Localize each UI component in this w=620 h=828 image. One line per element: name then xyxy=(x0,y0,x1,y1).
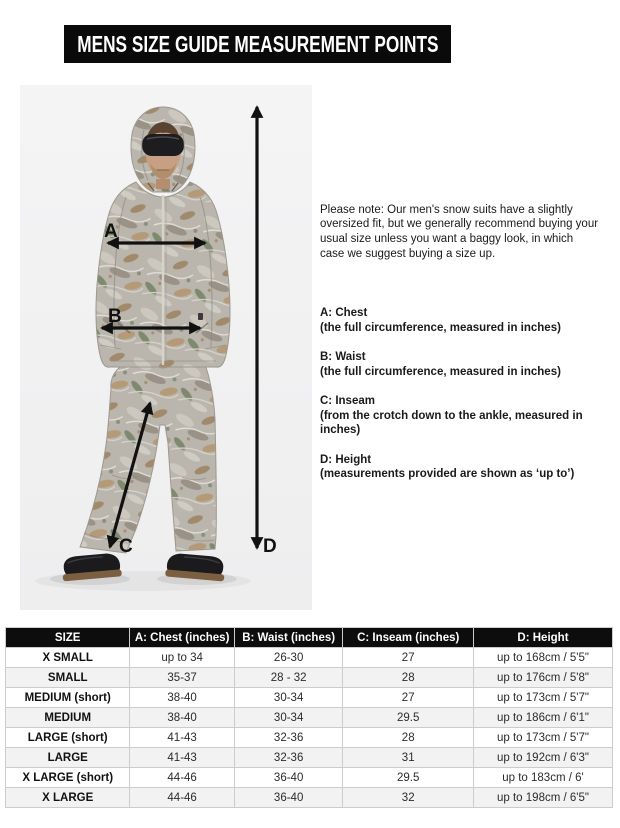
table-row xyxy=(6,748,613,768)
height-cell: up to 198cm / 6'5" xyxy=(473,788,612,808)
measurement-point-waist xyxy=(320,350,612,379)
chest-cell: 38-40 xyxy=(130,688,234,708)
point-detail: (from the crotch down to the ankle, measured in inches) xyxy=(320,409,583,436)
column-header-height: D: Height xyxy=(473,628,612,648)
height-cell: up to 173cm / 5'7" xyxy=(473,728,612,748)
table-row xyxy=(6,728,613,748)
column-header-chest: A: Chest (inches) xyxy=(130,628,234,648)
height-cell: up to 186cm / 6'1" xyxy=(473,708,612,728)
point-title: A: Chest xyxy=(320,307,368,319)
column-header-size: SIZE xyxy=(6,628,130,648)
chest-cell: up to 34 xyxy=(130,648,234,668)
table-row xyxy=(6,788,613,808)
column-header-waist: B: Waist (inches) xyxy=(234,628,343,648)
chest-cell: 38-40 xyxy=(130,708,234,728)
column-header-inseam: C: Inseam (inches) xyxy=(343,628,474,648)
inseam-cell: 29.5 xyxy=(343,768,474,788)
model-illustration xyxy=(20,85,312,610)
chest-cell: 44-46 xyxy=(130,788,234,808)
inseam-cell: 27 xyxy=(343,688,474,708)
measurement-point-height xyxy=(320,453,612,482)
waist-cell: 32-36 xyxy=(234,748,343,768)
inseam-cell: 28 xyxy=(343,668,474,688)
inseam-cell: 29.5 xyxy=(343,708,474,728)
chest-cell: 44-46 xyxy=(130,768,234,788)
height-cell: up to 192cm / 6'3" xyxy=(473,748,612,768)
page-title-banner xyxy=(64,25,451,63)
height-cell: up to 173cm / 5'7" xyxy=(473,688,612,708)
size-cell: SMALL xyxy=(6,668,130,688)
waist-cell: 30-34 xyxy=(234,688,343,708)
table-row xyxy=(6,768,613,788)
point-detail: (the full circumference, measured in inches) xyxy=(320,321,561,334)
inseam-cell: 31 xyxy=(343,748,474,768)
page-title: MENS SIZE GUIDE MEASUREMENT POINTS xyxy=(76,30,439,57)
measurement-photo xyxy=(20,85,312,610)
size-cell: LARGE xyxy=(6,748,130,768)
waist-cell: 32-36 xyxy=(234,728,343,748)
chest-cell: 35-37 xyxy=(130,668,234,688)
size-table-header-row xyxy=(6,628,613,648)
height-cell: up to 183cm / 6' xyxy=(473,768,612,788)
measurement-point-inseam xyxy=(320,394,612,438)
chest-cell: 41-43 xyxy=(130,728,234,748)
measurement-point-chest xyxy=(320,306,612,335)
inseam-arrow-label: C xyxy=(119,536,133,557)
table-row xyxy=(6,708,613,728)
waist-cell: 36-40 xyxy=(234,788,343,808)
inseam-cell: 32 xyxy=(343,788,474,808)
height-cell: up to 168cm / 5'5" xyxy=(473,648,612,668)
size-cell: MEDIUM xyxy=(6,708,130,728)
point-detail: (measurements provided are shown as ‘up to’) xyxy=(320,468,575,480)
inseam-cell: 28 xyxy=(343,728,474,748)
sizing-note: Please note: Our men's snow suits have a slightly oversized fit, but we generally recommend buying your usual size unless you want a baggy look, in which case we suggest buying a size up. xyxy=(320,203,599,260)
point-title: D: Height xyxy=(320,453,372,466)
size-cell: X LARGE xyxy=(6,788,130,808)
size-cell: X LARGE (short) xyxy=(6,768,130,788)
size-cell: MEDIUM (short) xyxy=(6,688,130,708)
chest-cell: 41-43 xyxy=(130,748,234,768)
height-arrow-label: D xyxy=(263,536,277,557)
inseam-cell: 27 xyxy=(343,648,474,668)
size-cell: X SMALL xyxy=(6,648,130,668)
waist-cell: 30-34 xyxy=(234,708,343,728)
size-table xyxy=(5,627,613,808)
point-title: C: Inseam xyxy=(320,395,375,407)
height-cell: up to 176cm / 5'8" xyxy=(473,668,612,688)
point-title: B: Waist xyxy=(320,351,366,363)
table-row xyxy=(6,688,613,708)
size-cell: LARGE (short) xyxy=(6,728,130,748)
waist-cell: 36-40 xyxy=(234,768,343,788)
table-row xyxy=(6,648,613,668)
table-row xyxy=(6,668,613,688)
chest-arrow-label: A xyxy=(104,221,118,242)
waist-cell: 28 - 32 xyxy=(234,668,343,688)
waist-arrow-label: B xyxy=(108,306,122,327)
waist-cell: 26-30 xyxy=(234,648,343,668)
measurement-points-list xyxy=(320,306,612,497)
point-detail: (the full circumference, measured in inches) xyxy=(320,365,561,378)
